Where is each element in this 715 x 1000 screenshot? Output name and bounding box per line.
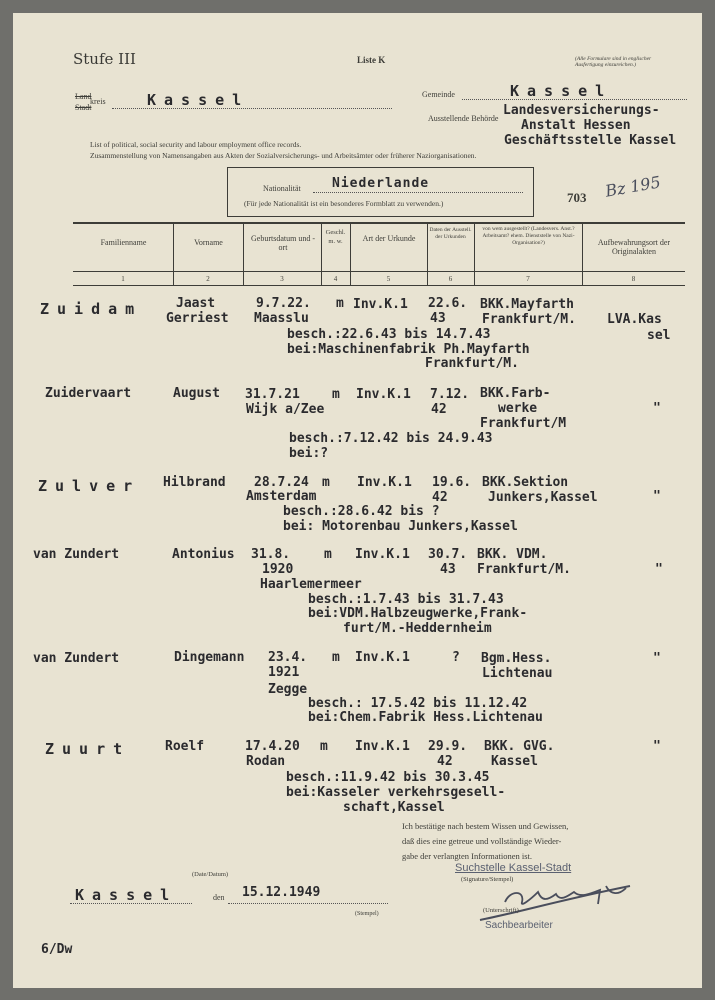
col-num-4: 4 [333, 275, 338, 283]
geburtsdatum: 9.7.22. [256, 296, 311, 311]
familienname: van Zundert [33, 547, 120, 562]
geburtsort: Amsterdam [246, 489, 317, 504]
col-num-2: 2 [206, 275, 210, 283]
col-num-7: 7 [526, 275, 530, 283]
behoerde-line3: Geschäftsstelle Kassel [504, 133, 677, 148]
geschlecht: m [336, 296, 344, 311]
aufbewahrungsort: " [653, 401, 661, 416]
datum-2: 42 [431, 402, 447, 417]
vorname: Jaast [176, 296, 216, 311]
geburtsort: Maasslu [254, 311, 309, 326]
office-stamp: Suchstelle Kassel-Stadt [455, 862, 572, 874]
geschlecht: m [332, 650, 340, 665]
confirmation-text: Ich bestätige nach bestem Wissen und Gewissen, daß dies eine getreue und vollständige Wieder- gabe der verlangten Informationen ist. [402, 821, 569, 861]
geburtsjahr: 1920 [262, 562, 294, 577]
reference-code: 6/Dw [41, 942, 73, 957]
col-header-daten: Daten der Ausstell. der Urkunden [429, 227, 472, 240]
table-top-rule [73, 222, 685, 224]
geburtsort: Wijk a/Zee [246, 402, 325, 417]
geschlecht: m [320, 739, 328, 754]
col-header-familienname: Familienname [100, 238, 147, 247]
liste-label: Liste K [357, 55, 386, 65]
beschaeftigung: besch.: 17.5.42 bis 11.12.42 [308, 696, 528, 711]
datum-2: 43 [440, 562, 456, 577]
col-num-5: 5 [386, 275, 391, 283]
col-num-3: 3 [280, 275, 284, 283]
aufbewahrungsort: LVA.Kas [607, 312, 662, 327]
urkunde: Inv.K.1 [353, 297, 408, 312]
aufbewahrungsort: " [653, 651, 661, 666]
aussteller: BKK. GVG. [484, 739, 555, 754]
date-label: (Date/Datum) [192, 871, 229, 878]
kreis-value: Kassel [147, 91, 250, 109]
aussteller-2: Junkers,Kassel [488, 490, 598, 505]
datum: 29.9. [428, 739, 468, 754]
geburtsdatum: 31.8. [251, 547, 291, 562]
aufbewahrungsort-2: sel [647, 328, 671, 343]
geburtsdatum: 17.4.20 [245, 739, 300, 754]
aussteller-2: Frankfurt/M. [477, 562, 571, 577]
col-header-aufbewahrung: Aufbewahrungsort der Originalakten [597, 238, 671, 256]
gemeinde-underline [462, 99, 687, 100]
role-stamp: Sachbearbeiter [485, 920, 553, 931]
familienname: Zuidam [40, 300, 143, 318]
aussteller-2: werke [498, 401, 538, 416]
col-header-urkunde: Art der Urkunde [362, 234, 416, 243]
aussteller-2: Frankfurt/M. [482, 312, 576, 327]
document-code: 703 [567, 190, 587, 205]
beschaeftigt-bei: bei:Maschinenfabrik Ph.Mayfarth [287, 342, 530, 357]
geburtsdatum: 31.7.21 [245, 387, 300, 402]
aussteller: BKK.Sektion [482, 475, 569, 490]
beschaeftigt-bei-2: furt/M.-Heddernheim [343, 621, 492, 636]
familienname: van Zundert [33, 651, 120, 666]
beschaeftigt-bei: bei:Kasseler verkehrsgesell- [286, 785, 506, 800]
familienname: Zuidervaart [45, 386, 132, 401]
behoerde-label: Ausstellende Behörde [428, 114, 499, 123]
col-num-6: 6 [448, 275, 453, 283]
aussteller: BKK. VDM. [477, 547, 548, 562]
datum: 7.12. [430, 387, 470, 402]
place: Kassel [75, 886, 178, 904]
beschaeftigung: besch.:28.6.42 bis ? [283, 504, 440, 519]
datum-2: 43 [430, 311, 446, 326]
datum: 30.7. [428, 547, 468, 562]
urkunde: Inv.K.1 [355, 547, 410, 562]
familienname: Zuurt [45, 740, 131, 758]
beschaeftigung: besch.:1.7.43 bis 31.7.43 [308, 592, 504, 607]
urkunde: Inv.K.1 [357, 475, 412, 490]
nationality-underline [313, 192, 523, 193]
description-german: Zusammenstellung von Namensangaben aus Akten der Sozialversicherungs- und Arbeitsämter oder früherer Naziorganisationen. [90, 151, 477, 160]
aussteller: BKK.Mayfarth [480, 297, 574, 312]
stempel-label: (Stempel) [355, 911, 379, 917]
vorname: Hilbrand [163, 475, 226, 490]
col-num-8: 8 [631, 275, 636, 283]
signature-label: (Signature/Stempel) [461, 876, 514, 883]
aufbewahrungsort: " [653, 739, 661, 754]
datum: ? [452, 650, 460, 665]
handwritten-code: Bz 195 [603, 172, 663, 201]
col-num-1: 1 [121, 275, 125, 283]
table-num-rule [73, 271, 685, 272]
vorname: Dingemann [174, 650, 245, 665]
aussteller-2: Kassel [491, 754, 538, 769]
beschaeftigt-bei-2: Frankfurt/M. [425, 356, 519, 371]
kreis-underline [112, 108, 392, 109]
description-english: List of political, social security and labour employment office records. [90, 140, 302, 149]
behoerde-line2: Anstalt Hessen [521, 118, 631, 133]
vorname: Antonius [172, 547, 235, 562]
geburtsjahr: 1921 [268, 665, 300, 680]
unterschrift-label: (Unterschrift) [483, 907, 519, 914]
beschaeftigung: besch.:11.9.42 bis 30.3.45 [286, 770, 490, 785]
place-underline [70, 903, 192, 904]
datum-2: 42 [437, 754, 453, 769]
urkunde: Inv.K.1 [355, 650, 410, 665]
aussteller: Bgm.Hess. [481, 651, 552, 666]
col-header-geschlecht: Geschl. m. w. [325, 229, 346, 245]
beschaeftigt-bei: bei:Chem.Fabrik Hess.Lichtenau [308, 710, 543, 725]
stufe-label: Stufe III [73, 50, 136, 68]
geburtsort: Haarlemermeer [260, 577, 362, 592]
nationality-value: Niederlande [332, 176, 430, 191]
aufbewahrungsort: " [653, 489, 661, 504]
col-header-aussteller: von wem ausgestellt? (Landesvers. Anst.? Arbeitsamt? ehem. Dienststelle von Nazi-Organisation?) [482, 226, 575, 246]
geburtsort: Zegge [268, 682, 308, 697]
table-header-bottom-rule [73, 285, 685, 286]
geschlecht: m [332, 387, 340, 402]
vorname: Roelf [165, 739, 205, 754]
gemeinde-label: Gemeinde [422, 90, 455, 99]
nationality-label: Nationalität [263, 184, 301, 193]
aussteller-2: Lichtenau [482, 666, 553, 681]
aussteller-3: Frankfurt/M [480, 416, 567, 431]
gemeinde-value: Kassel [510, 82, 613, 100]
beschaeftigung: besch.:7.12.42 bis 24.9.43 [289, 431, 493, 446]
geburtsdatum: 28.7.24 [254, 475, 309, 490]
col-header-geburt: Geburtsdatum und -ort [251, 234, 315, 252]
datum: 19.6. [432, 475, 472, 490]
vorname: August [173, 386, 220, 401]
beschaeftigt-bei: bei: Motorenbau Junkers,Kassel [283, 519, 518, 534]
nationality-note: (Für jede Nationalität ist ein besonderes Formblatt zu verwenden.) [244, 199, 444, 208]
geschlecht: m [322, 475, 330, 490]
urkunde: Inv.K.1 [356, 387, 411, 402]
aufbewahrungsort: " [655, 562, 663, 577]
beschaeftigt-bei: bei:VDM.Halbzeugwerke,Frank- [308, 606, 528, 621]
familienname: Zulver [38, 477, 141, 495]
beschaeftigt-bei: bei:? [289, 446, 329, 461]
beschaeftigung: besch.:22.6.43 bis 14.7.43 [287, 327, 491, 342]
date-value: 15.12.1949 [242, 885, 321, 900]
land-label: Land [75, 92, 92, 101]
stadt-label: Stadt [75, 103, 92, 112]
behoerde-line1: Landesversicherungs- [503, 103, 660, 118]
beschaeftigt-bei-2: schaft,Kassel [343, 800, 445, 815]
urkunde: Inv.K.1 [355, 739, 410, 754]
geburtsdatum: 23.4. [268, 650, 308, 665]
kreis-label: kreis [90, 97, 106, 106]
aussteller: BKK.Farb- [480, 386, 551, 401]
col-header-vorname: Vorname [194, 238, 223, 247]
vorname-2: Gerriest [166, 311, 229, 326]
datum: 22.6. [428, 296, 468, 311]
datum-2: 42 [432, 490, 448, 505]
date-underline [228, 903, 388, 904]
den-label: den [213, 893, 225, 902]
geburtsort: Rodan [246, 754, 286, 769]
geschlecht: m [324, 547, 332, 562]
format-note: (Alle Formulare sind in englischer Ausfertigung einzureichen.) [575, 56, 652, 68]
